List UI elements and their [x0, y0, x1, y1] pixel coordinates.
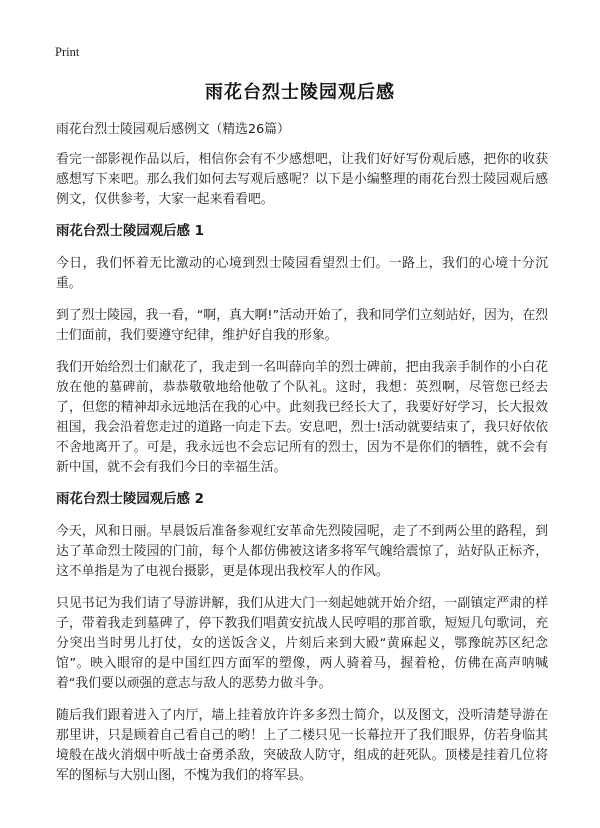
paragraph: 只见书记为我们请了导游讲解，我们从进大门一刻起她就开始介绍，一副镇定严肃的样子，带着我走到墓碑了，停下教我们唱黄安抗战人民哼唱的那首歌，短短几句歌词，充分突出当时男儿打仗，女的送饭含义，片刻后来到大殿“黄麻起义，鄂豫皖苏区纪念馆”。映入眼帘的是中国红四方面军的塑像，两人骑着马，握着枪，仿佛在高声呐喊着“我们要以顽强的意志与敌人的恶势力做斗争。: [56, 596, 548, 691]
section-1: [56, 222, 548, 478]
article-body: [56, 120, 548, 798]
paragraph: 今天，风和日丽。早晨饭后准备参观红安革命先烈陵园呢，走了不到两公里的路程，到达了革命烈士陵园的门前，每个人都仿佛被这诸多将军气魄给震惊了，站好队正标齐，这不单指是为了电视台摄影，更是体现出我校军人的作风。: [56, 524, 548, 579]
paragraph: 今日，我们怀着无比激动的心境到烈士陵园看望烈士们。一路上，我们的心境十分沉重。: [56, 256, 548, 291]
section-2: [56, 490, 548, 786]
section-heading: 雨花台烈士陵园观后感 2: [56, 492, 204, 507]
intro-paragraph: 看完一部影视作品以后，相信你会有不少感想吧，让我们好好写份观后感，把你的收获感想写下来吧。那么我们如何去写观后感呢？以下是小编整理的雨花台烈士陵园观后感例文，仅供参考，大家一起来看看吧。: [56, 152, 548, 207]
article-subtitle: 雨花台烈士陵园观后感例文（精选26篇）: [56, 122, 290, 137]
print-link[interactable]: Print: [55, 45, 80, 59]
paragraph: 到了烈士陵园，我一看，“啊，真大啊!”活动开始了，我和同学们立刻站好，因为，在烈士们面前，我们要遵守纪律，维护好自我的形象。: [56, 308, 548, 343]
paragraph: 我们开始给烈士们献花了，我走到一名叫薛向羊的烈士碑前，把由我亲手制作的小白花放在他的墓碑前，恭恭敬敬地给他敬了个队礼。这时，我想：英烈啊，尽管您已经去了，但您的精神却永远地活在我的心中。此刻我已经长大了，我要好好学习，长大报效祖国，我会沿着您走过的道路一向走下去。安息吧，烈士!活动就要结束了，我只好依依不舍地离开了。可是，我永远也不会忘记所有的烈士，因为不是你们的牺牲，就不会有新中国，就不会有我们今日的幸福生活。: [56, 360, 548, 475]
section-heading: 雨花台烈士陵园观后感 1: [56, 224, 204, 239]
page-title: 雨花台烈士陵园观后感: [205, 82, 395, 103]
paragraph: 随后我们跟着进入了内厅，墙上挂着放许许多多烈士简介，以及图文，没听清楚导游在那里讲，只是顾着自己看自己的哟！上了二楼只见一长幕拉开了我们眼界，仿若身临其境般在战火消烟中听战士奋勇杀敌，突破敌人防守，组成的赶死队。顶楼是挂着几位将军的图标与大别山图，不愧为我们的将军县。: [56, 708, 548, 783]
